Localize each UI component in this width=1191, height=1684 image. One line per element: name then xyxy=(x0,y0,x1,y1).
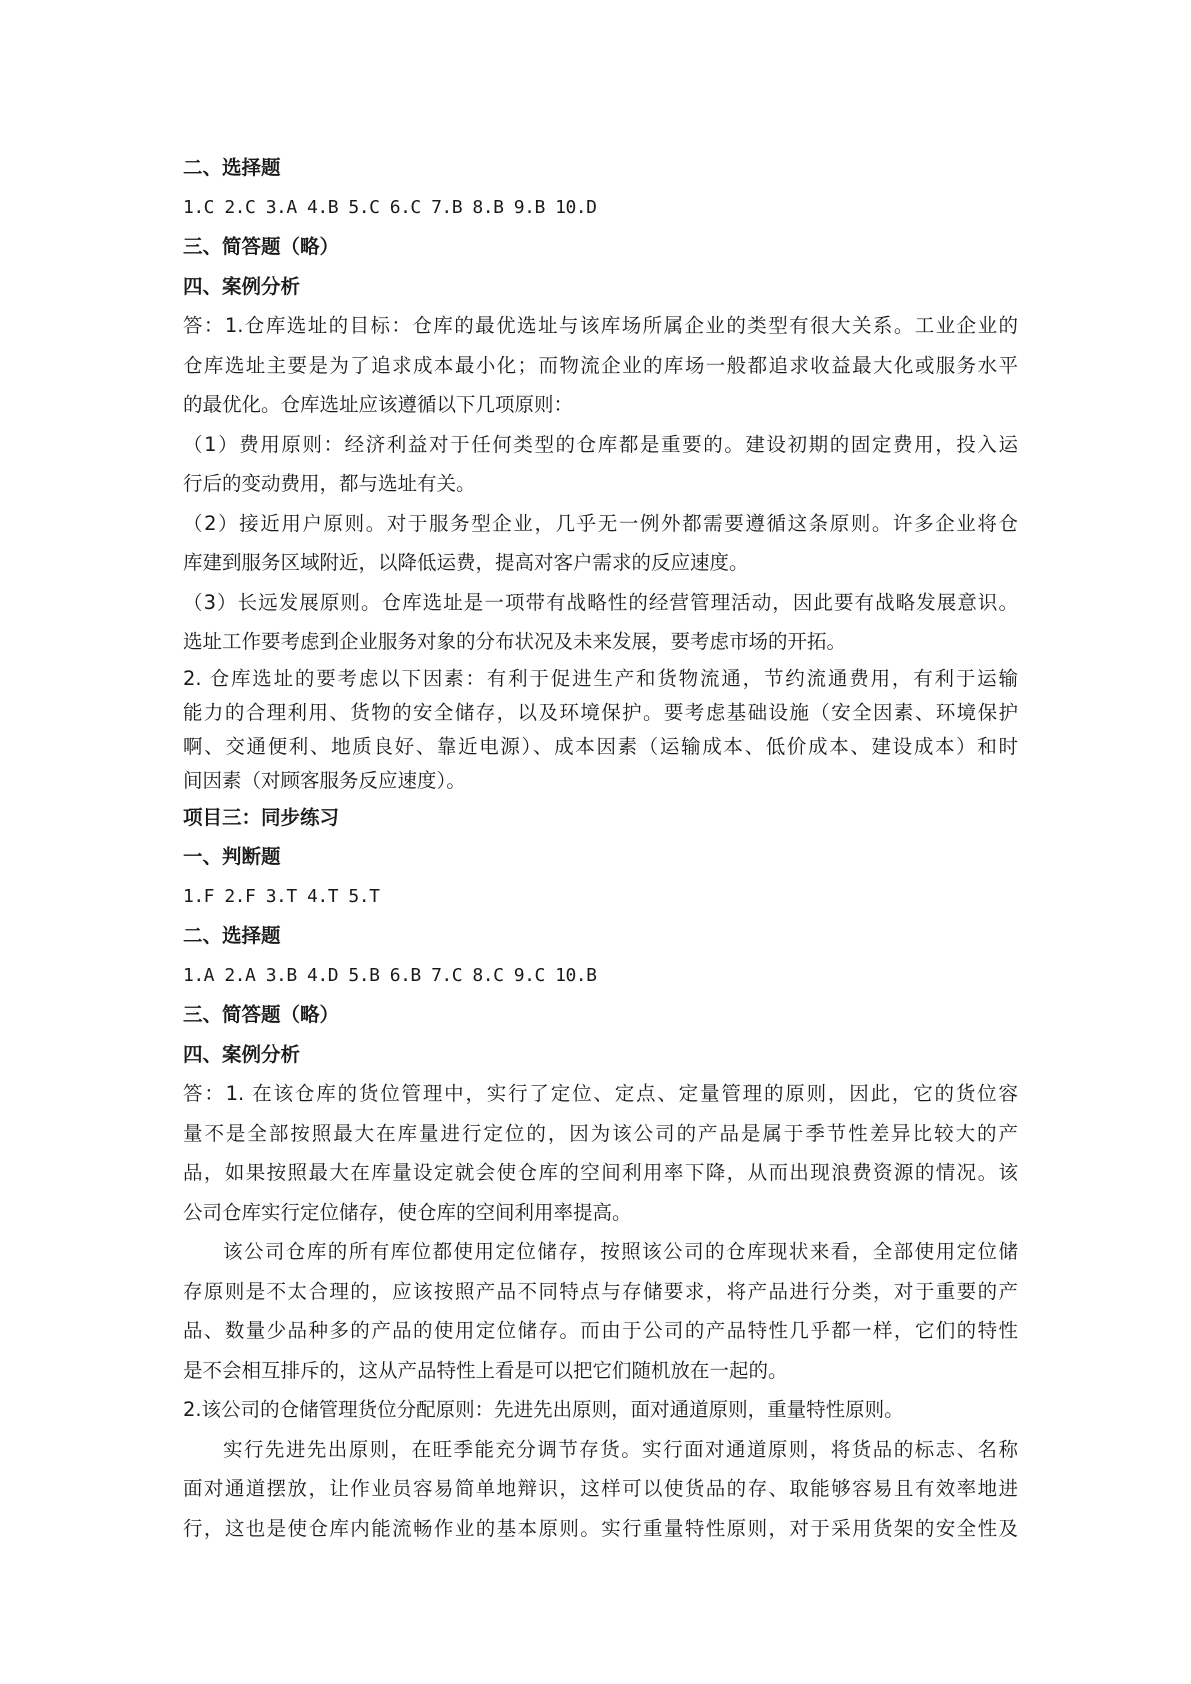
text-line: 行后的变动费用，都与选址有关。 xyxy=(183,472,476,495)
text-line: 面对通道摆放，让作业员容易简单地辩识，这样可以使货品的存、取能够容易且有效率地进 xyxy=(183,1477,1018,1500)
text-line: （1）费用原则：经济利益对于任何类型的仓库都是重要的。建设初期的固定费用，投入运 xyxy=(183,432,1018,456)
true-false-heading: 一、判断题 xyxy=(183,845,281,868)
text-line: 实行先进先出原则，在旺季能充分调节存货。实行面对通道原则，将货品的标志、名称 xyxy=(223,1437,1018,1461)
choice-heading: 二、选择题 xyxy=(183,924,281,947)
short-answer-heading: 三、简答题（略） xyxy=(183,1003,340,1026)
text-line: 选址工作要考虑到企业服务对象的分布状况及未来发展，要考虑市场的开拓。 xyxy=(183,630,847,653)
text-line: 2. 仓库选址的要考虑以下因素：有利于促进生产和货物流通，节约流通费用，有利于运输 xyxy=(183,666,1018,690)
text-line: 存原则是不太合理的，应该按照产品不同特点与存储要求，将产品进行分类，对于重要的产 xyxy=(183,1279,1018,1303)
document-body xyxy=(183,148,1018,1548)
text-line: 的最优化。仓库选址应该遵循以下几项原则： xyxy=(183,393,574,416)
text-line: 能力的合理利用、货物的安全储存，以及环境保护。要考虑基础设施（安全因素、环境保护 xyxy=(183,700,1018,724)
text-line: （3）长远发展原则。仓库选址是一项带有战略性的经营管理活动，因此要有战略发展意识。 xyxy=(183,590,1018,614)
text-line: 公司仓库实行定位储存，使仓库的空间利用率提高。 xyxy=(183,1200,632,1224)
text-line: 间因素（对顾客服务反应速度）。 xyxy=(183,768,466,792)
short-answer-heading: 三、简答题（略） xyxy=(183,235,340,258)
text-line: 啊、交通便利、地质良好、靠近电源）、成本因素（运输成本、低价成本、建设成本）和时 xyxy=(183,734,1018,758)
text-line: （2）接近用户原则。对于服务型企业，几乎无一例外都需要遵循这条原则。许多企业将仓 xyxy=(183,511,1018,535)
text-line: 该公司仓库的所有库位都使用定位储存，按照该公司的仓库现状来看，全部使用定位储 xyxy=(223,1240,1018,1263)
text-line: 库建到服务区域附近，以降低运费，提高对客户需求的反应速度。 xyxy=(183,551,749,574)
text-line: 量不是全部按照最大在库量进行定位的，因为该公司的产品是属于季节性差异比较大的产 xyxy=(183,1121,1018,1145)
text-line: 答：1.仓库选址的目标：仓库的最优选址与该库场所属企业的类型有很大关系。工业企业的 xyxy=(183,314,1018,337)
choice-answers: 1.A 2.A 3.B 4.D 5.B 6.B 7.C 8.C 9.C 10.B xyxy=(183,964,597,986)
choice-answers: 1.C 2.C 3.A 4.B 5.C 6.C 7.B 8.B 9.B 10.D xyxy=(183,196,597,218)
choice-heading: 二、选择题 xyxy=(183,156,281,179)
text-line: 行，这也是使仓库内能流畅作业的基本原则。实行重量特性原则，对于采用货架的安全性及 xyxy=(183,1516,1018,1540)
project-heading: 项目三：同步练习 xyxy=(183,805,340,829)
text-line: 答：1. 在该仓库的货位管理中，实行了定位、定点、定量管理的原则，因此，它的货位容 xyxy=(183,1082,1018,1105)
case-analysis-heading: 四、案例分析 xyxy=(183,274,301,298)
text-line: 是不会相互排斥的，这从产品特性上看是可以把它们随机放在一起的。 xyxy=(183,1358,788,1382)
text-line: 品，如果按照最大在库量设定就会使仓库的空间利用率下降，从而出现浪费资源的情况。该 xyxy=(183,1161,1018,1184)
case-analysis-heading: 四、案例分析 xyxy=(183,1042,301,1066)
text-line: 仓库选址主要是为了追求成本最小化；而物流企业的库场一般都追求收益最大化或服务水平 xyxy=(183,353,1018,377)
text-line: 2.该公司的仓储管理货位分配原则：先进先出原则，面对通道原则，重量特性原则。 xyxy=(183,1398,904,1421)
text-line: 品、数量少品种多的产品的使用定位储存。而由于公司的产品特性几乎都一样，它们的特性 xyxy=(183,1319,1018,1342)
true-false-answers: 1.F 2.F 3.T 4.T 5.T xyxy=(183,885,380,907)
